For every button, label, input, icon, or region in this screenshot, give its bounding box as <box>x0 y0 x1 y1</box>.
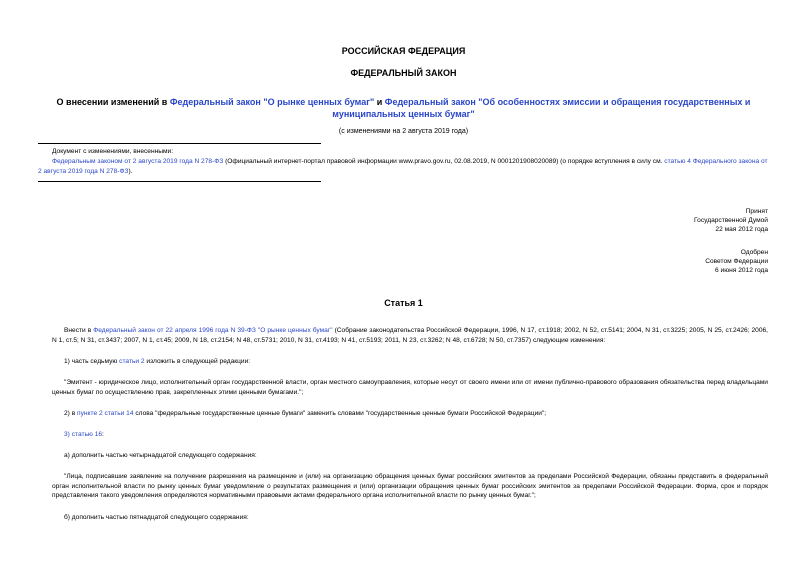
title-link-securities-market-law[interactable]: Федеральный закон "О рынке ценных бумаг" <box>169 97 375 107</box>
point-1-prefix: 1) часть седьмую <box>64 358 120 365</box>
point-1-link-article2[interactable]: статьи 2 <box>119 358 145 365</box>
intro-paragraph <box>52 326 768 345</box>
changes-heading: Документ с изменениями, внесенными: <box>52 148 174 155</box>
changes-link-278fz[interactable]: Федеральным законом от 2 августа 2019 года N 278-ФЗ <box>52 158 224 165</box>
point-3b: б) дополнить частью пятнадцатой следующего содержания: <box>64 514 249 521</box>
point-2 <box>64 409 546 419</box>
accepted-label: Принят <box>745 208 768 215</box>
title-link-state-securities-law[interactable]: Федеральный закон "Об особенностях эмиссии и обращения государственных и муниципальных ценных бумаг" <box>332 97 751 119</box>
point-3a: а) дополнить частью четырнадцатой следующего содержания: <box>64 452 257 459</box>
point-3-link-article16[interactable]: 3) статью 16 <box>64 431 103 438</box>
approved-label: Одобрен <box>740 249 768 256</box>
point-2-text: слова "федеральные государственные ценные бумаги" заменить словами "государственные ценные бумаги Российской Федерации"; <box>133 410 547 417</box>
document-title <box>40 96 767 120</box>
changes-bottom-divider <box>38 181 321 182</box>
point-3-text: : <box>102 431 104 438</box>
law-type-heading: ФЕДЕРАЛЬНЫЙ ЗАКОН <box>350 68 457 78</box>
point-2-prefix: 2) в <box>64 410 78 417</box>
duma-label: Государственной Думой <box>694 217 768 224</box>
duma-date: 22 мая 2012 года <box>715 226 768 233</box>
changes-text-1: (Официальный интернет-портал правовой информации www.pravo.gov.ru, 02.08.2019, N 0001201908020089) (о порядке вступления в силу см. <box>223 158 665 165</box>
quote-2: "Лица, подписавшие заявление на получение разрешения на размещение и (или) на организацию обращения ценных бумаг российских эмитентов за пределами Российской Федерации, обязаны представить в федеральный орган исполнительной власти по рынку ценных бумаг уведомление о результатах размещения и (или) организации обращения ценных бумаг российских эмитентов за пределами Российской Федерации. Форма, срок и порядок представления такого уведомления определяются нормативными правовыми актами федерального органа исполнительной власти по рынку ценных бумаг."; <box>52 473 768 499</box>
intro-prefix: Внести в <box>64 327 94 334</box>
title-prefix: О внесении изменений в <box>56 97 170 107</box>
changes-text <box>38 157 768 176</box>
intro-text: (Собрание законодательства Российской Федерации, 1996, N 17, ст.1918; 2002, N 52, ст.5141; 2004, N 31, ст.3225; 2005, N 25, ст.2426; 2006, N 1, ст.5; N 31, ст.3437; 2007, N 1, ст.45; 2009, N 18, ст.2154; N 48, ст.5731; 2010, N 31, ст.4193; N 41, ст.5193; 2011, N 23, ст.3262; N 48, ст.6728; N 50, ст.7357) следующие изменения: <box>52 327 768 344</box>
revision-subtitle: (с изменениями на 2 августа 2019 года) <box>338 128 469 135</box>
council-date: 6 июня 2012 года <box>715 267 768 274</box>
point-2-link-article14[interactable]: пункте 2 статьи 14 <box>77 410 134 417</box>
point-1 <box>64 357 250 367</box>
article-title: Статья 1 <box>384 298 423 308</box>
quote-1: "Эмитент - юридическое лицо, исполнительный орган государственной власти, орган местного самоуправления, которые несут от своего имени или от имени публично-правового образования обязательства перед владельцами ценных бумаг по осуществлению прав, закрепленных этими ценными бумагами."; <box>52 379 768 396</box>
council-label: Советом Федерации <box>705 258 768 265</box>
changes-link-article4[interactable]: статью 4 Федерального закона от 2 августа 2019 года N 278-ФЗ <box>38 158 768 175</box>
title-middle: и <box>374 97 385 107</box>
changes-text-2: ). <box>128 167 133 175</box>
intro-link-39fz[interactable]: Федеральный закон от 22 апреля 1996 года N 39-ФЗ "О рынке ценных бумаг" <box>93 327 333 334</box>
changes-top-divider <box>38 143 321 144</box>
country-heading: РОССИЙСКАЯ ФЕДЕРАЦИЯ <box>341 46 466 56</box>
point-3 <box>64 430 104 440</box>
point-1-text: изложить в следующей редакции: <box>144 358 251 365</box>
